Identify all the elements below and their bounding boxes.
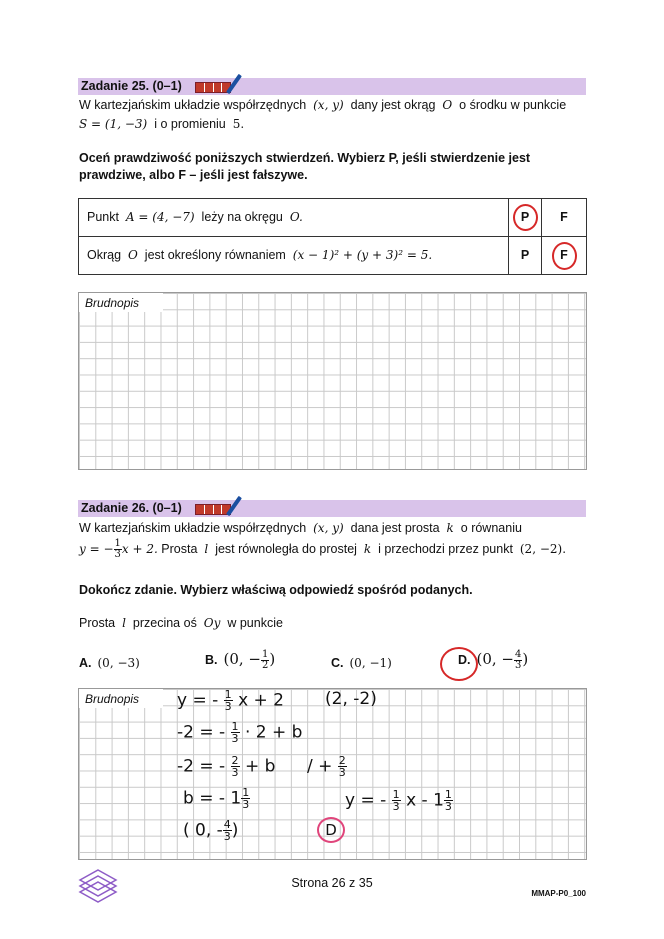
- scratch-grid-25[interactable]: [78, 292, 587, 470]
- handwriting-line-4-result: y = - $\frac{1}{3}$ x - 1 $\frac{1}{3}$: [345, 788, 452, 813]
- handwriting-line-1: y = - $\frac{1}{3}$ x + 2: [177, 688, 284, 713]
- answer-f-2[interactable]: F: [560, 248, 568, 262]
- selection-circle: [440, 647, 478, 681]
- exam-code: MMAP-P0_100: [531, 889, 586, 898]
- handwriting-line-3: -2 = - $\frac{2}{3} + b$: [177, 754, 276, 779]
- true-false-table: [78, 198, 587, 275]
- page-number: Strona 26 z 35: [291, 876, 373, 890]
- task26-title: Zadanie 26. (0–1): [81, 501, 182, 515]
- option-a[interactable]: A. (0, −3): [79, 656, 140, 670]
- handwriting-answer-circle: D: [317, 817, 345, 843]
- task25-intro-line1: W kartezjańskim układzie współrzędnych (x, y) dany jest okrąg O o środku w punkcie: [79, 98, 567, 112]
- handwriting-line-5: ( 0, - $\frac{4}{3}$): [183, 818, 239, 843]
- handwriting-line-2: -2 = - $\frac{1}{3} \cdot 2 + b$: [177, 720, 303, 745]
- task26-instruction: Dokończ zdanie. Wybierz właściwą odpowiedź spośród podanych.: [79, 583, 473, 597]
- task26-stem: Prosta l przecina oś Oy w punkcie: [79, 616, 283, 630]
- task26-header: [78, 500, 586, 517]
- answer-f-cell-2[interactable]: [541, 237, 586, 274]
- handwriting-line-4: b = - 1 $\frac{1}{3}$: [183, 786, 250, 811]
- answer-p-cell-2[interactable]: [508, 237, 541, 274]
- statement-1: Punkt A = (4, −7) leży na okręgu O.: [87, 210, 303, 224]
- selection-circle: [513, 204, 538, 231]
- option-c[interactable]: C. (0, −1): [331, 656, 392, 670]
- statement-row-2: [79, 237, 586, 274]
- handwriting-line-3-op: / + $\frac{2}{3}$: [307, 754, 346, 779]
- task26-intro-line2: y = − $\frac{1}{3}$ x + 2. Prosta l jest równoległa do prostej k i przechodzi przez punkt (2, −2).: [79, 538, 567, 560]
- answer-p-cell-1[interactable]: [508, 199, 541, 236]
- handwriting-point: (2, -2): [325, 689, 377, 709]
- task26-intro-line1: W kartezjańskim układzie współrzędnych (x, y) dana jest prosta k o równaniu: [79, 521, 522, 535]
- answer-p-2[interactable]: P: [520, 248, 530, 262]
- fraction: $\frac{1}{3}$: [114, 538, 121, 560]
- answer-f-cell-1[interactable]: [541, 199, 586, 236]
- selection-circle: [552, 242, 577, 270]
- scratch-label: Brudnopis: [79, 689, 163, 708]
- statement-2: Okrąg O jest określony równaniem (x − 1)² + (y + 3)² = 5.: [87, 248, 433, 262]
- task25-intro-line2: S = (1, −3) i o promieniu 5.: [79, 117, 245, 131]
- answer-p-1[interactable]: P: [520, 210, 530, 224]
- option-d[interactable]: D. (0, − $\frac{4}{3}$ ): [458, 649, 529, 672]
- answer-f-1[interactable]: F: [560, 210, 568, 224]
- task25-title: Zadanie 25. (0–1): [81, 79, 182, 93]
- option-b[interactable]: B. (0, − $\frac{1}{2}$ ): [205, 649, 276, 672]
- task25-header: [78, 78, 586, 95]
- scratch-grid-26[interactable]: [78, 688, 587, 860]
- scratch-label: Brudnopis: [79, 293, 163, 312]
- task25-instruction: Oceń prawdziwość poniższych stwierdzeń. Wybierz P, jeśli stwierdzenie jest prawdziwe, albo F – jeśli jest fałszywe.: [79, 151, 531, 182]
- statement-row-1: [79, 199, 586, 237]
